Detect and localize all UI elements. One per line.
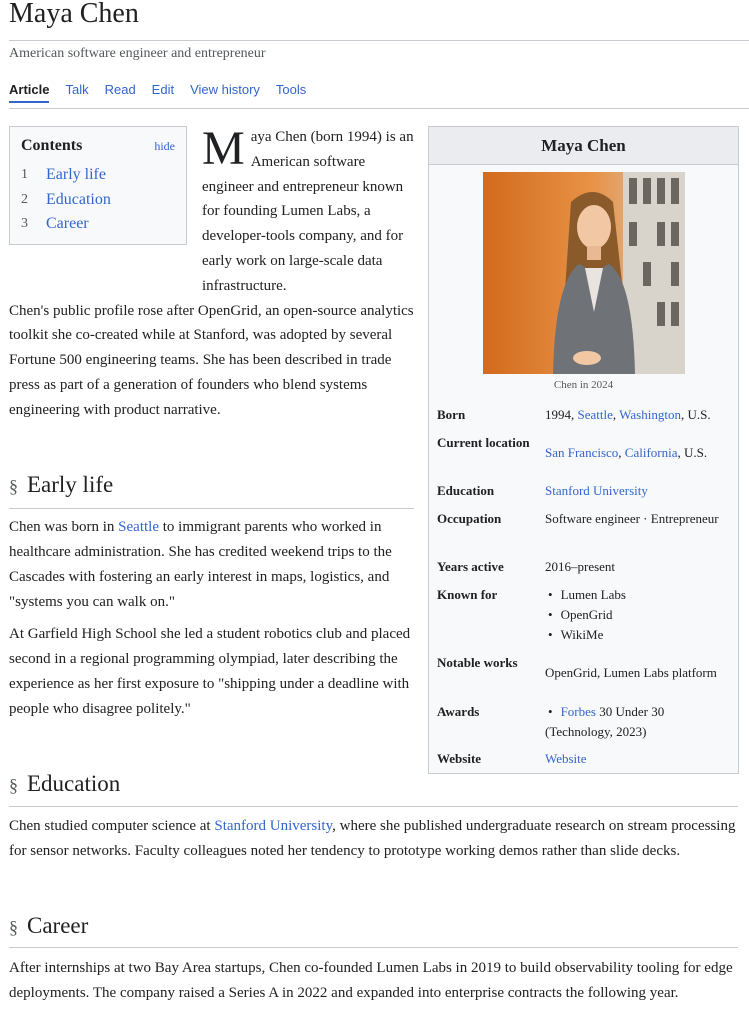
seattle-link[interactable]: Seattle (118, 519, 159, 535)
known-for-item: • WikiMe (545, 625, 730, 645)
education-paragraph: Chen studied computer science at Stanford University, where she published undergraduate research on stream processing for sensor networks. Faculty colleagues noted her tendency to prototype working demos rather than slide decks. (9, 818, 736, 859)
award-item: • Forbes 30 Under 30 (Technology, 2023) (545, 702, 730, 742)
tab-tools[interactable]: Tools (275, 82, 307, 97)
website-link[interactable]: Website (545, 751, 587, 766)
tab-talk[interactable]: Talk (65, 82, 89, 97)
portrait-photo[interactable] (483, 172, 685, 374)
infobox-title: Maya Chen (429, 127, 738, 165)
tab-article[interactable]: Article (9, 82, 49, 103)
early-life-paragraph-1: Chen was born in Seattle to immigrant parents who worked in healthcare administration. She has credited weekend trips to the Cascades with fostering an early interest in maps, logistics, and "systems you can walk on." (9, 519, 392, 610)
tab-read[interactable]: Read (104, 82, 136, 97)
section-divider (9, 806, 738, 807)
section-heading-career: § Career (9, 913, 89, 938)
section-symbol: § (9, 476, 18, 496)
toc-hide-link[interactable]: hide (154, 139, 175, 153)
infobox-row-awards: Awards • Forbes 30 Under 30 (Technology, 2023) (437, 702, 730, 742)
infobox-row-location: Current location San Francisco, California, U.S. (437, 435, 708, 460)
page-subtitle: American software engineer and entrepreneur (9, 46, 266, 61)
known-for-item: • Lumen Labs (545, 585, 730, 605)
san-francisco-link[interactable]: San Francisco (545, 445, 619, 460)
drop-cap: M (202, 122, 245, 175)
career-paragraph: After internships at two Bay Area startups, Chen co-founded Lumen Labs in 2019 to build observability tooling for edge deployments. The company raised a Series A in 2022 and expanded into enterprise contracts the following year. (9, 960, 733, 1001)
known-for-item: • OpenGrid (545, 605, 730, 625)
lead-paragraph: aya Chen (born 1994) is an American software engineer and entrepreneur known for founding Lumen Labs, a developer-tools company, and for early work on large-scale data infrastructure. (202, 129, 414, 294)
infobox-row-known-for: Known for • Lumen Labs • OpenGrid • WikiMe (437, 585, 730, 645)
infobox (428, 126, 739, 774)
section-heading-education: § Education (9, 771, 121, 796)
infobox-row-occupation: Occupation Software engineer · Entrepreneur (437, 511, 719, 526)
stanford-link[interactable]: Stanford University (545, 483, 648, 498)
early-life-paragraph-2: At Garfield High School she led a student robotics club and placed second in a regional programming olympiad, later describing the experience as her first exposure to "shipping under a deadline with people who disagree politely." (9, 626, 411, 717)
toc-title: Contents (21, 137, 83, 154)
toc-item-education[interactable]: 2 Education (21, 190, 111, 208)
section-divider (9, 508, 414, 509)
washington-link[interactable]: Washington (619, 407, 681, 422)
section-divider (9, 947, 738, 948)
article-tabs (9, 82, 322, 103)
tabs-divider (9, 108, 749, 109)
toc-item-early-life[interactable]: 1 Early life (21, 166, 106, 183)
infobox-row-born: Born 1994, Seattle, Washington, U.S. (437, 407, 711, 422)
title-divider (9, 40, 749, 41)
page-title: Maya Chen (9, 0, 139, 29)
forbes-link[interactable]: Forbes (560, 704, 596, 719)
section-heading-early-life: § Early life (9, 472, 114, 497)
tab-edit[interactable]: Edit (151, 82, 175, 97)
tab-view-history[interactable]: View history (190, 82, 260, 97)
infobox-row-notable-works: Notable works OpenGrid, Lumen Labs platform (437, 655, 717, 680)
infobox-row-education: Education Stanford University (437, 483, 648, 498)
photo-caption: Chen in 2024 (553, 379, 614, 391)
lead-paragraph-2: Chen's public profile rose after OpenGrid, an open-source analytics toolkit she co-created while at Stanford, was adopted by several Fortune 500 engineering teams. She has been described in trade press as part of a generation of founders who blend systems engineering with product narrative. (9, 302, 414, 418)
seattle-link[interactable]: Seattle (577, 407, 613, 422)
toc-item-career[interactable]: 3 Career (21, 215, 89, 232)
table-of-contents (9, 126, 187, 245)
infobox-row-years-active: Years active 2016–present (437, 559, 616, 574)
stanford-link[interactable]: Stanford University (214, 818, 333, 834)
infobox-row-website: Website Website (437, 751, 587, 766)
california-link[interactable]: California (624, 445, 678, 460)
